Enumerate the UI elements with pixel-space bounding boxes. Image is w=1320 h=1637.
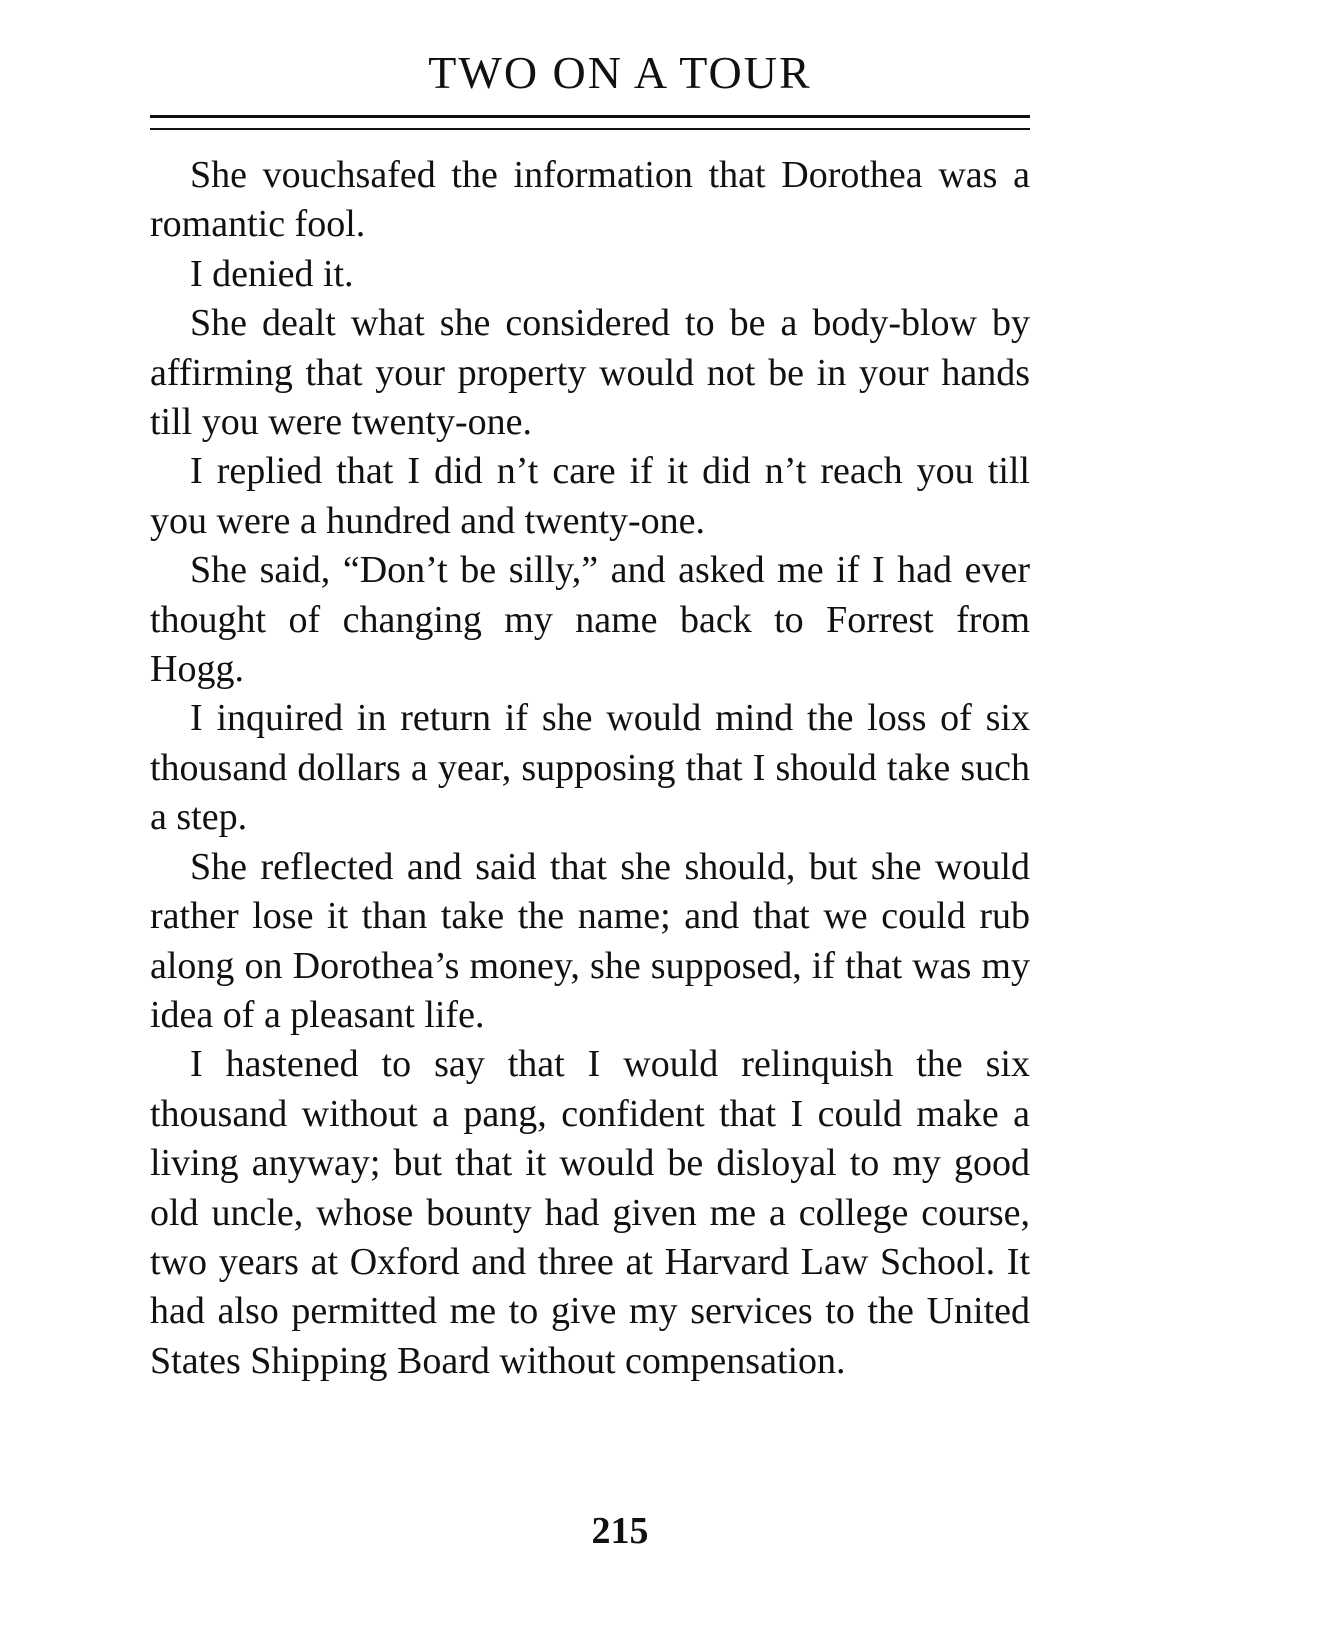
body-text — [150, 151, 1030, 1386]
paragraph: She dealt what she considered to be a body-blow by affirming that your property would not be in your hands till you were twenty-one. — [150, 302, 1030, 444]
running-head: TWO ON A TOUR — [428, 47, 812, 98]
paragraph: She vouchsafed the information that Dorothea was a romantic fool. — [150, 154, 1030, 246]
page-number: 215 — [591, 1510, 649, 1552]
paragraph: I denied it. — [190, 252, 354, 295]
paragraph: She reflected and said that she should, but she would rather lose it than take the name; and that we could rub along on Dorothea’s money, she supposed, if that was my idea of a pleasant life. — [150, 845, 1030, 1036]
paragraph: She said, “Don’t be silly,” and asked me if I had ever thought of changing my name back to Forrest from Hogg. — [150, 549, 1030, 691]
paragraph: I inquired in return if she would mind the loss of six thousand dollars a year, supposing that I should take such a step. — [150, 697, 1030, 839]
header-rule-thick — [150, 115, 1030, 118]
paragraph: I hastened to say that I would relinquish the six thousand without a pang, confident that I could make a living anyway; but that it would be disloyal to my good old uncle, whose bounty had given me a college course, two years at Oxford and three at Harvard Law School. It had also permitted me to give my services to the United States Shipping Board without compensation. — [150, 1043, 1030, 1382]
paragraph: I replied that I did n’t care if it did n’t reach you till you were a hundred and twenty-one. — [150, 450, 1030, 542]
header-rule-thin — [150, 128, 1030, 130]
